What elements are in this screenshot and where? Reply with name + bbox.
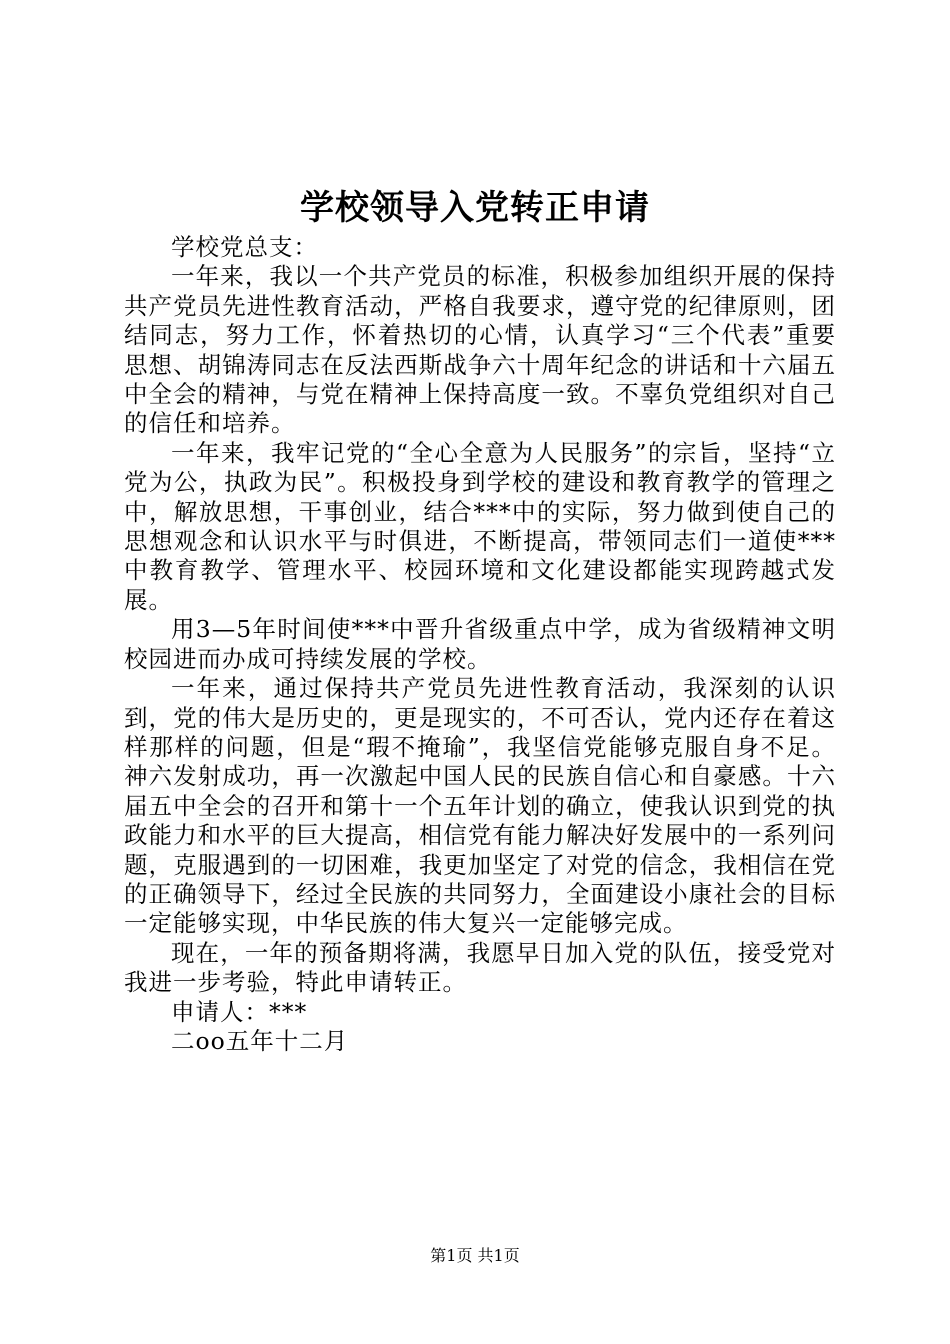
paragraph-2: 一年来，我牢记党的“全心全意为人民服务”的宗旨，坚持“立党为公，执政为民”。积极投身到学校的建设和教育教学的管理之中，解放思想，干事创业，结合***中的实际，努力做到使自己的思想观念和认识水平与时俱进，不断提高，带领同志们一道使***中教育教学、管理水平、校园环境和文化建设都能实现跨越式发展。 — [124, 438, 836, 614]
document-body — [124, 233, 836, 1056]
page-footer: 第1页 共1页 — [430, 1246, 520, 1265]
salutation: 学校党总支： — [171, 233, 318, 261]
paragraph-1: 一年来，我以一个共产党员的标准，积极参加组织开展的保持共产党员先进性教育活动，严格自我要求，遵守党的纪律原则，团结同志，努力工作，怀着热切的心情，认真学习“三个代表”重要思想、胡锦涛同志在反法西斯战争六十周年纪念的讲话和十六届五中全会的精神，与党在精神上保持高度一致。不辜负党组织对自己的信任和培养。 — [124, 262, 836, 438]
signature: 申请人：*** — [171, 997, 308, 1026]
paragraph-5: 现在，一年的预备期将满，我愿早日加入党的队伍，接受党对我进一步考验，特此申请转正。 — [124, 938, 836, 997]
paragraph-4: 一年来，通过保持共产党员先进性教育活动，我深刻的认识到，党的伟大是历史的，更是现实的，不可否认，党内还存在着这样那样的问题，但是“瑕不掩瑜”，我坚信党能够克服自身不足。神六发射成功，再一次激起中国人民的民族自信心和自豪感。十六届五中全会的召开和第十一个五年计划的确立，使我认识到党的执政能力和水平的巨大提高，相信党有能力解决好发展中的一系列问题，克服遇到的一切困难，我更加坚定了对党的信念，我相信在党的正确领导下，经过全民族的共同努力，全面建设小康社会的目标一定能够实现，中华民族的伟大复兴一定能够完成。 — [124, 674, 836, 938]
date: 二oo五年十二月 — [171, 1026, 349, 1055]
paragraph-3: 用3—5年时间使***中晋升省级重点中学，成为省级精神文明校园进而办成可持续发展的学校。 — [124, 615, 836, 673]
document-title: 学校领导入党转正申请 — [300, 188, 650, 228]
